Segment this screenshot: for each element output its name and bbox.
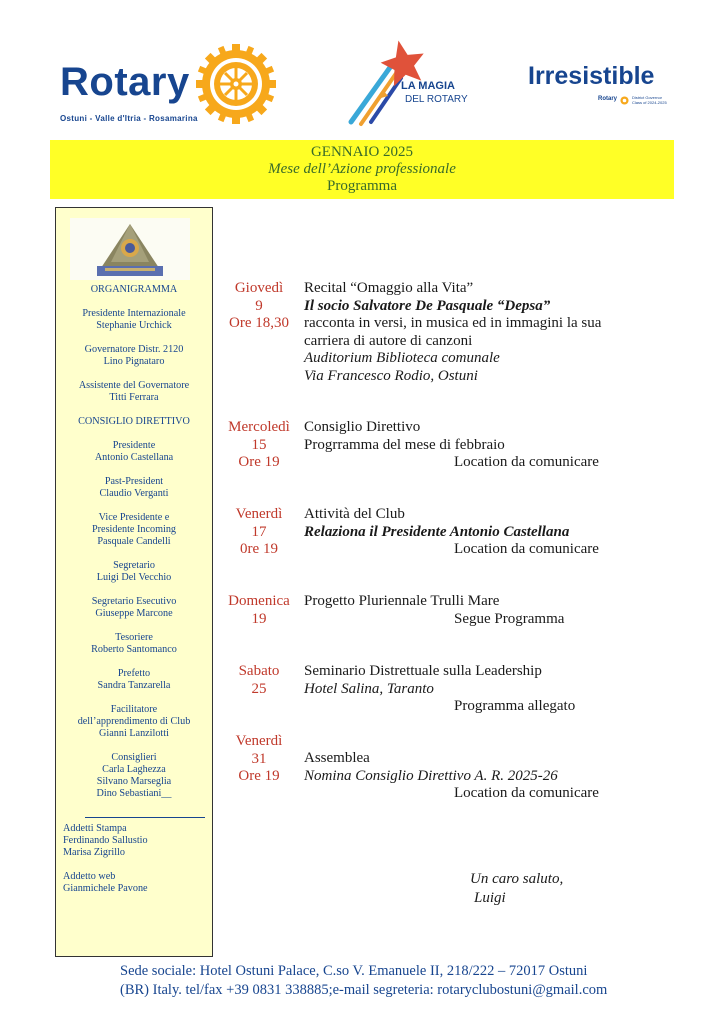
org-role: Vice Presidente e xyxy=(98,512,170,523)
org-entry xyxy=(56,476,212,500)
footer-address xyxy=(120,962,680,1000)
event-details xyxy=(304,663,694,716)
signature-greeting: Un caro saluto, xyxy=(470,871,564,887)
org-name: Gianni Lanzilotti xyxy=(99,728,169,739)
event-location: Segue Programma xyxy=(454,610,565,627)
district-governor-caption: District Governor Class of 2024-2025 xyxy=(632,95,667,105)
org-role: Past-President xyxy=(104,476,164,487)
org-name: Pasquale Candelli xyxy=(97,536,171,547)
event-details xyxy=(304,750,694,803)
org-name: Sandra Tanzarella xyxy=(97,680,171,691)
event-subtitle: Relaziona il Presidente Antonio Castellana xyxy=(304,523,570,540)
event-day: Domenica xyxy=(228,593,290,609)
la-magia-logo xyxy=(343,38,479,130)
org-name: Dino Sebastiani__ xyxy=(96,788,172,799)
org-name: Stephanie Urchick xyxy=(96,320,172,331)
organigram-heading: ORGANIGRAMMA xyxy=(90,284,178,295)
org-role: Addetti Stampa xyxy=(63,823,127,834)
org-entry xyxy=(63,823,208,859)
event-date xyxy=(220,419,298,472)
event-details xyxy=(304,593,694,628)
org-name: Silvano Marseglia xyxy=(96,776,172,787)
org-name: Giuseppe Marcone xyxy=(95,608,173,619)
event-text: Progrramma del mese di febbraio xyxy=(304,436,505,453)
org-role: Prefetto xyxy=(117,668,151,679)
event-title: Attività del Club xyxy=(304,506,405,522)
footer-line-1: Sede sociale: Hotel Ostuni Palace, C.so V. Emanuele II, 218/222 – 72017 Ostuni xyxy=(120,963,588,979)
event-details xyxy=(304,280,694,385)
event-details xyxy=(304,506,694,559)
org-name: Ferdinando Sallustio xyxy=(63,835,148,846)
pyramid-emblem xyxy=(70,218,190,280)
pyramid-icon xyxy=(95,222,165,278)
org-entry xyxy=(56,344,212,368)
org-name: Titti Ferrara xyxy=(109,392,159,403)
event-time: Ore 18,30 xyxy=(229,315,289,331)
event-venue: Auditorium Biblioteca comunale xyxy=(304,350,500,366)
org-name: Claudio Verganti xyxy=(99,488,169,499)
event-title: Progetto Pluriennale Trulli Mare xyxy=(304,593,500,609)
event-day-number: 25 xyxy=(251,680,267,697)
org-name: Lino Pignataro xyxy=(103,356,165,367)
rotary-club-subtitle: Ostuni - Valle d'Itria - Rosamarina xyxy=(60,114,198,123)
org-name: Carla Laghezza xyxy=(102,764,166,775)
event-date xyxy=(220,733,298,786)
org-name: Roberto Santomanco xyxy=(91,644,177,655)
org-name: Marisa Zigrillo xyxy=(63,847,125,858)
irresistible-wordmark: Irresistible xyxy=(528,62,655,90)
banner-program: Programma xyxy=(327,178,397,194)
event-text: racconta in versi, in musica ed in immagini la sua xyxy=(304,315,602,331)
event-title: Seminario Distrettuale sulla Leadership xyxy=(304,663,542,679)
organigram-sidebar xyxy=(55,207,213,957)
event-subtitle: Nomina Consiglio Direttivo A. R. 2025-26 xyxy=(304,767,558,784)
org-role: Presidente Internazionale xyxy=(82,308,186,319)
org-name: Antonio Castellana xyxy=(94,452,174,463)
event-title: Consiglio Direttivo xyxy=(304,419,421,435)
signature-name: Luigi xyxy=(474,890,506,906)
org-entry xyxy=(63,871,208,895)
organigram-staff xyxy=(63,817,208,907)
organigram-list xyxy=(56,284,212,812)
org-role: Tesoriere xyxy=(115,632,153,643)
event-subtitle: Il socio Salvatore De Pasquale “Depsa” xyxy=(304,297,551,314)
month-banner xyxy=(50,140,674,199)
org-role: Governatore Distr. 2120 xyxy=(84,344,184,355)
event-day-number: 9 xyxy=(255,297,263,314)
org-role: Consiglieri xyxy=(111,752,157,763)
org-role: Segretario Esecutivo xyxy=(91,596,177,607)
org-entry xyxy=(56,668,212,692)
banner-month: GENNAIO 2025 xyxy=(310,144,414,160)
org-entry xyxy=(56,512,212,548)
rotary-club-logo xyxy=(60,44,280,130)
irresistible-logo xyxy=(528,62,678,112)
org-entry xyxy=(56,704,212,740)
event-date xyxy=(220,280,298,333)
event-day: Giovedì xyxy=(234,280,284,296)
footer-line-2: (BR) Italy. tel/fax +39 0831 338885;e-mail segreteria: rotaryclubostuni@gmail.com xyxy=(120,982,608,998)
event-day-number: 31 xyxy=(251,750,267,767)
org-entry xyxy=(56,440,212,464)
event-location: Programma allegato xyxy=(454,698,576,714)
org-role: Presidente xyxy=(112,440,156,451)
event-day: Venerdì xyxy=(235,506,283,522)
irresistible-rotary-label: Rotary xyxy=(598,96,618,102)
org-entry xyxy=(56,632,212,656)
event-location: Location da comunicare xyxy=(454,454,599,470)
event-day: Mercoledì xyxy=(228,419,290,435)
event-date xyxy=(220,593,298,628)
event-title: Recital “Omaggio alla Vita” xyxy=(304,280,474,296)
event-day-number: 15 xyxy=(251,436,267,453)
event-details xyxy=(304,419,694,472)
la-magia-subtitle: DEL ROTARY xyxy=(405,94,468,105)
signature xyxy=(470,870,563,908)
event-date xyxy=(220,506,298,559)
event-time: Ore 19 xyxy=(238,454,280,470)
rotary-wheel-icon xyxy=(196,44,276,124)
org-role: dell’apprendimento di Club xyxy=(77,716,191,727)
org-name: Luigi Del Vecchio xyxy=(96,572,172,583)
org-entry xyxy=(56,560,212,584)
banner-theme: Mese dell’Azione professionale xyxy=(268,161,456,177)
org-entry xyxy=(56,752,212,800)
org-entry xyxy=(56,380,212,404)
org-entry xyxy=(56,308,212,332)
org-name: Gianmichele Pavone xyxy=(63,883,148,894)
event-day-number: 17 xyxy=(251,523,267,540)
la-magia-title: LA MAGIA xyxy=(401,80,455,92)
event-day: Venerdì xyxy=(235,733,283,749)
event-text: carriera di autore di canzoni xyxy=(304,332,473,349)
event-venue: Hotel Salina, Taranto xyxy=(304,680,434,697)
divider xyxy=(85,817,205,818)
event-time: 0re 19 xyxy=(240,541,278,557)
event-location: Location da comunicare xyxy=(454,541,599,557)
rotary-wordmark: Rotary xyxy=(60,60,190,104)
org-role: Presidente Incoming xyxy=(91,524,177,535)
event-title: Assemblea xyxy=(304,750,370,766)
mini-rotary-wheel-icon xyxy=(620,96,629,105)
event-date xyxy=(220,663,298,698)
org-role: Facilitatore xyxy=(110,704,158,715)
org-role: Assistente del Governatore xyxy=(78,380,190,391)
event-time: Ore 19 xyxy=(238,768,280,784)
event-location: Location da comunicare xyxy=(454,785,599,801)
event-day: Sabato xyxy=(238,663,280,679)
org-entry xyxy=(56,596,212,620)
consiglio-heading: CONSIGLIO DIRETTIVO xyxy=(78,416,190,427)
event-address: Via Francesco Rodio, Ostuni xyxy=(304,367,478,384)
org-role: Addetto web xyxy=(63,871,116,882)
event-day-number: 19 xyxy=(251,610,267,627)
org-role: Segretario xyxy=(113,560,155,571)
